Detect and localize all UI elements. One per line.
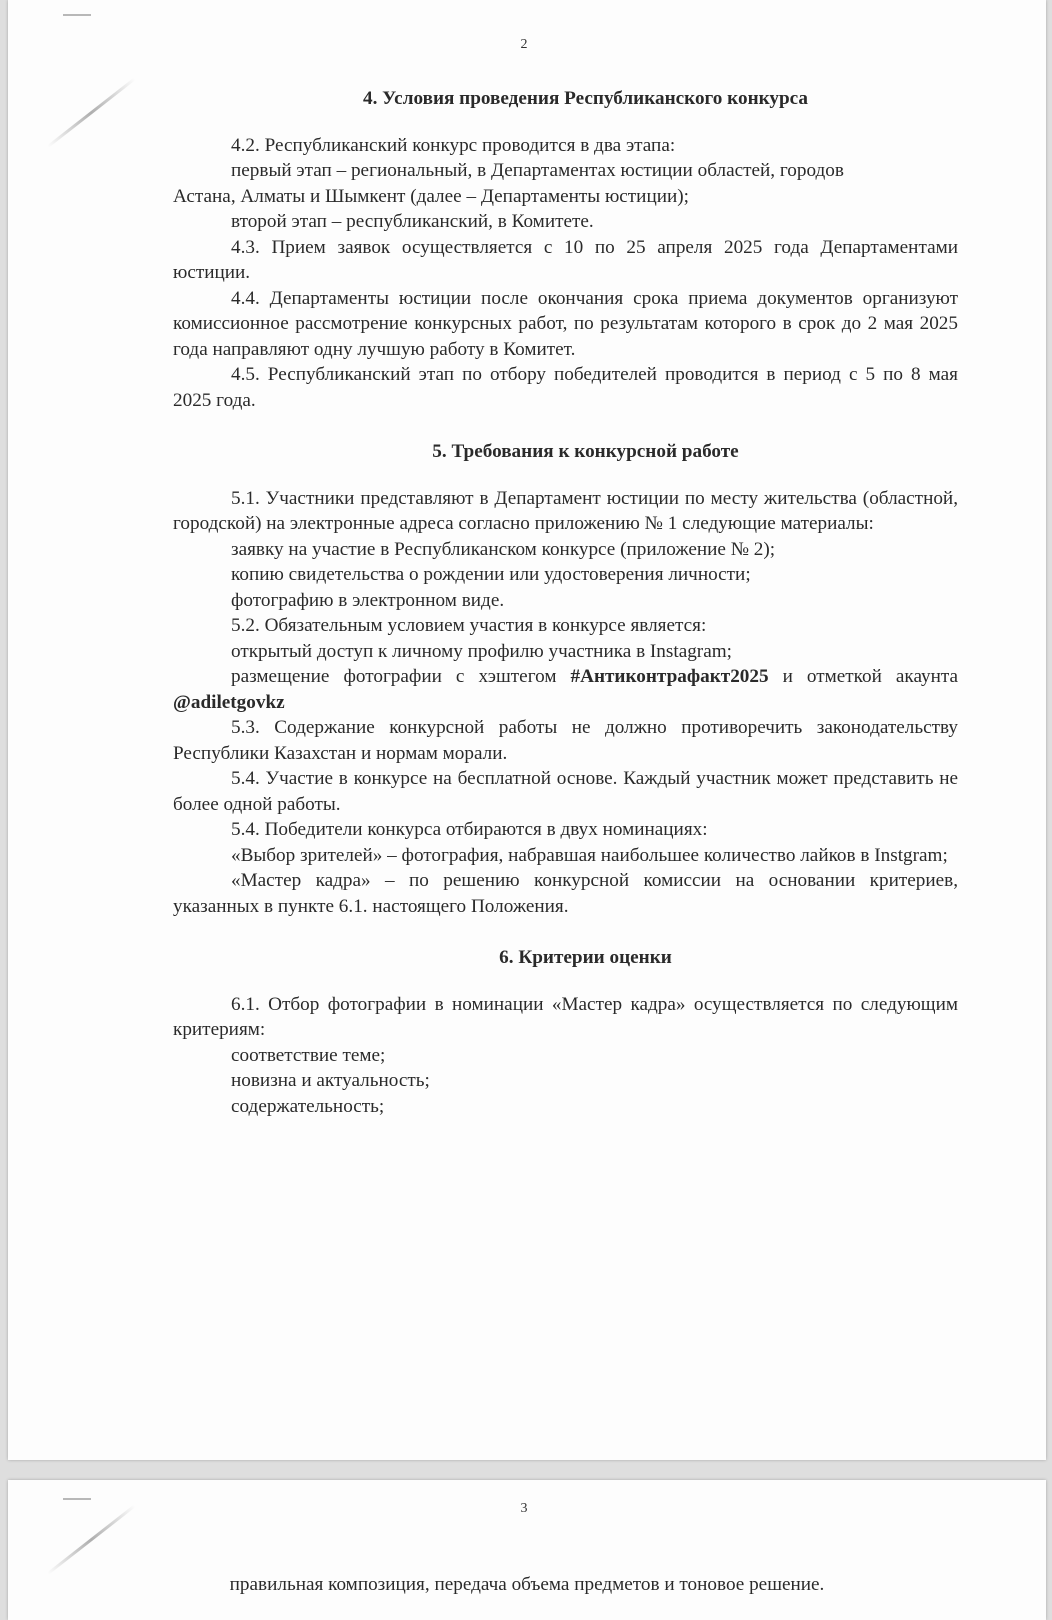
list-item-open-profile: открытый доступ к личному профилю участника в Instagram;	[231, 640, 732, 662]
page-body	[173, 86, 958, 1119]
paragraph-5-3: 5.3. Содержание конкурсной работы не должно противоречить законодательству Республики Казахстан и нормам морали.	[173, 717, 958, 764]
page-number: 3	[520, 1501, 528, 1516]
document-page-3	[8, 1480, 1046, 1620]
paragraph-4-5: 4.5. Республиканский этап по отбору победителей проводится в период с 5 по 8 мая 2025 года.	[173, 364, 958, 411]
paragraph-4-2: 4.2. Республиканский конкурс проводится в два этапа:	[231, 134, 676, 156]
list-item-id-copy: копию свидетельства о рождении или удостоверения личности;	[231, 564, 751, 585]
hashtag-text-mid: и отметкой акаунта	[768, 666, 958, 687]
section-heading-6: 6. Критерии оценки	[499, 947, 672, 968]
page-fold-shadow	[47, 78, 136, 148]
list-item-master-frame: «Мастер кадра» – по решению конкурсной комиссии на основании критериев, указанных в пункте 6.1. настоящего Положения.	[173, 870, 958, 917]
scan-mark	[63, 14, 91, 16]
paragraph-5-4: 5.4. Участие в конкурсе на бесплатной основе. Каждый участник может представить не более одной работы.	[173, 768, 958, 815]
list-item-viewers-choice: «Выбор зрителей» – фотография, набравшая наибольшее количество лайков в Instgram;	[231, 844, 948, 866]
criterion-composition: правильная композиция, передача объема предметов и тоновое решение.	[229, 1574, 825, 1595]
document-page-2	[8, 0, 1046, 1460]
section-heading-4: 4. Условия проведения Республиканского конкурса	[362, 88, 809, 109]
criterion-content: содержательность;	[231, 1095, 385, 1117]
account-handle: @adiletgovkz	[173, 691, 285, 713]
paragraph-4-4: 4.4. Департаменты юстиции после окончания срока приема документов организуют комиссионное рассмотрение конкурсных работ, по результатам которого в срок до 2 мая 2025 года направляют одну лучшую работу в Комитет.	[173, 287, 958, 360]
section-heading-5: 5. Требования к конкурсной работе	[432, 441, 739, 462]
hashtag-text-pre: размещение фотографии с хэштегом	[231, 666, 571, 687]
paragraph-5-1: 5.1. Участники представляют в Департамент юстиции по месту жительства (областной, городской) на электронные адреса согласно приложению № 1 следующие материалы:	[173, 487, 958, 534]
list-item-stage-2: второй этап – республиканский, в Комитете.	[231, 211, 594, 232]
page-number: 2	[520, 37, 528, 52]
paragraph-6-1: 6.1. Отбор фотографии в номинации «Мастер кадра» осуществляется по следующим критериям:	[173, 993, 958, 1040]
list-item-stage-1: первый этап – региональный, в Департаментах юстиции областей, городов	[231, 160, 844, 181]
list-item-application: заявку на участие в Республиканском конкурсе (приложение № 2);	[231, 538, 776, 560]
paragraph-4-3: 4.3. Прием заявок осуществляется с 10 по 25 апреля 2025 года Департаментами юстиции.	[173, 236, 958, 283]
criterion-novelty: новизна и актуальность;	[231, 1070, 430, 1091]
hashtag: #Антиконтрафакт2025	[570, 666, 769, 687]
list-item-stage-1-cont: Астана, Алматы и Шымкент (далее – Департаменты юстиции);	[173, 185, 689, 207]
list-item-photo: фотографию в электронном виде.	[231, 589, 505, 611]
paragraph-5-2: 5.2. Обязательным условием участия в конкурсе является:	[231, 615, 707, 636]
paragraph-5-4-nominations: 5.4. Победители конкурса отбираются в двух номинациях:	[231, 819, 708, 840]
list-item-hashtag	[173, 664, 958, 715]
criterion-theme: соответствие теме;	[231, 1044, 386, 1066]
